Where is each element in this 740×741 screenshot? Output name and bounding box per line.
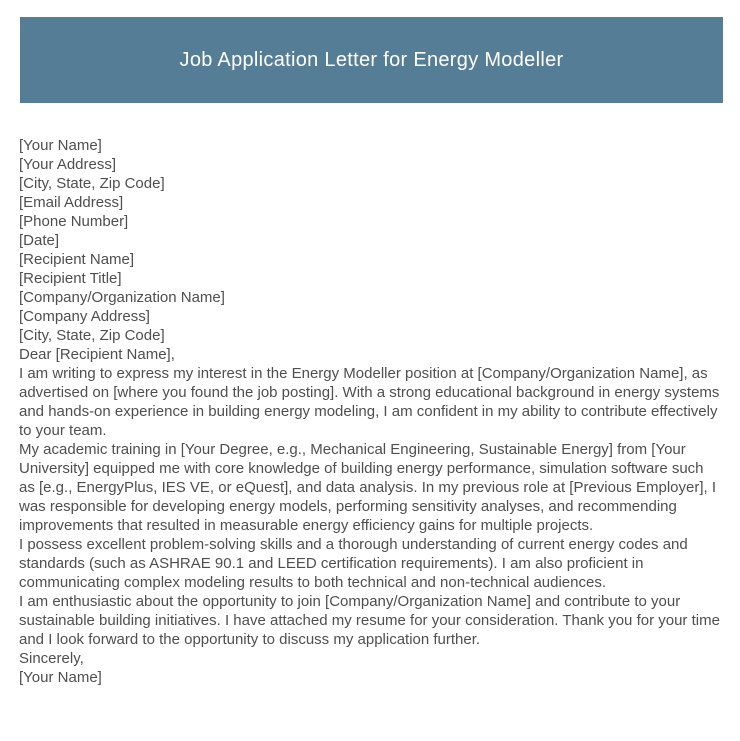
sender-name-line: [Your Name] (19, 137, 102, 154)
page-title: Job Application Letter for Energy Modeller (179, 48, 564, 71)
company-address-line: [Company Address] (19, 308, 150, 325)
sender-address-line: [Your Address] (19, 156, 117, 173)
paragraph-intro: I am writing to express my interest in the Energy Modeller position at [Company/Organization Name], as advertised on [where you found the job posting]. With a strong educational background in energy systems and hands-on experience in building energy modeling, I am confident in my ability to contribute effectively to your team. (19, 365, 720, 439)
recipient-title-line: [Recipient Title] (19, 270, 122, 287)
company-name-line: [Company/Organization Name] (19, 289, 225, 306)
company-city-line: [City, State, Zip Code] (19, 327, 165, 344)
paragraph-skills: I possess excellent problem-solving skills and a thorough understanding of current energy codes and standards (such as ASHRAE 90.1 and LEED certification requirements). I am also proficient in communicating complex modeling results to both technical and non-technical audiences. (19, 536, 688, 591)
letter-body (19, 136, 723, 687)
phone-line: [Phone Number] (19, 213, 129, 230)
letter-template-page (0, 17, 740, 741)
salutation-line: Dear [Recipient Name], (19, 346, 175, 363)
title-banner (20, 17, 723, 103)
recipient-name-line: [Recipient Name] (19, 251, 135, 268)
email-line: [Email Address] (19, 194, 124, 211)
sender-city-line: [City, State, Zip Code] (19, 175, 165, 192)
paragraph-academic: My academic training in [Your Degree, e.g., Mechanical Engineering, Sustainable Energy] from [Your University] equipped me with core knowledge of building energy performance, simulation software such as [e.g., EnergyPlus, IES VE, or eQuest], and data analysis. In my previous role at [Previous Employer], I was responsible for developing energy models, performing sensitivity analyses, and recommending improvements that resulted in measurable energy efficiency gains for multiple projects. (19, 441, 716, 534)
signature-line: [Your Name] (19, 669, 102, 686)
paragraph-closing: I am enthusiastic about the opportunity to join [Company/Organization Name] and contribute to your sustainable building initiatives. I have attached my resume for your consideration. Thank you for your time and I look forward to the opportunity to discuss my application further. (19, 593, 720, 648)
date-line: [Date] (19, 232, 60, 249)
signoff-line: Sincerely, (19, 650, 84, 667)
